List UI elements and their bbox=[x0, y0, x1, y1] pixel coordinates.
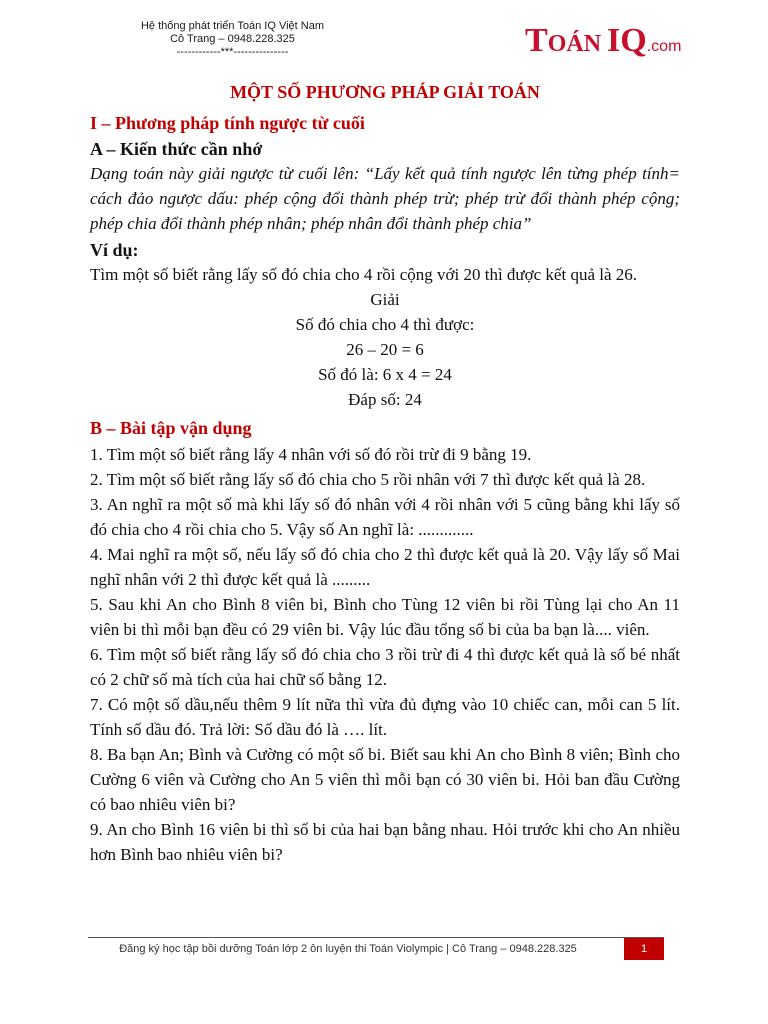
footer-text: Đăng ký học tập bồi dưỡng Toán lớp 2 ôn luyện thi Toán Violympic | Cô Trang – 0948.228.325 bbox=[119, 943, 577, 955]
solution-line-2: 26 – 20 = 6 bbox=[346, 340, 424, 359]
toan-iq-logo bbox=[525, 22, 681, 60]
page-title: MỘT SỐ PHƯƠNG PHÁP GIẢI TOÁN bbox=[230, 82, 540, 102]
page-number-badge: 1 bbox=[624, 938, 664, 960]
document-body bbox=[90, 82, 680, 867]
solution-line-3: Số đó là: 6 x 4 = 24 bbox=[318, 365, 452, 384]
exercise-item: 9. An cho Bình 16 viên bi thì số bi của hai bạn bằng nhau. Hỏi trước khi cho An nhiều hơn Bình bao nhiêu viên bi? bbox=[90, 820, 680, 864]
exercise-item: 6. Tìm một số biết rằng lấy số đó chia cho 3 rồi trừ đi 4 thì được kết quả là số bé nhất có 2 chữ số mà tích của hai chữ số bằng 12. bbox=[90, 645, 680, 689]
solution-answer: Đáp số: 24 bbox=[348, 390, 422, 409]
header-contact-block bbox=[115, 20, 350, 59]
footer-divider bbox=[88, 937, 664, 938]
solution-line-1: Số đó chia cho 4 thì được: bbox=[295, 315, 475, 334]
example-label: Ví dụ: bbox=[90, 240, 139, 260]
header-divider: ------------***--------------- bbox=[176, 46, 289, 58]
logo-part-oan: OÁN bbox=[547, 31, 602, 57]
knowledge-paragraph: Dạng toán này giải ngược từ cuối lên: “Lấy kết quả tính ngược lên từng phép tính= cách đảo ngược dấu: phép cộng đổi thành phép trừ; phép trừ đổi thành phép cộng; phép chia đổi thành phép nhân; phép nhân đổi thành phép chia” bbox=[90, 164, 680, 233]
section-heading: I – Phương pháp tính ngược từ cuối bbox=[90, 113, 365, 133]
org-line: Hệ thống phát triển Toán IQ Việt Nam bbox=[140, 20, 325, 32]
exercise-item: 2. Tìm một số biết rằng lấy số đó chia cho 5 rồi nhân với 7 thì được kết quả là 28. bbox=[90, 470, 646, 489]
contact-line: Cô Trang – 0948.228.325 bbox=[170, 33, 295, 45]
logo-part-iq: IQ bbox=[607, 22, 647, 59]
solution-block bbox=[90, 287, 680, 412]
subheading-knowledge: A – Kiến thức cần nhớ bbox=[90, 139, 263, 159]
exercise-item: 1. Tìm một số biết rằng lấy 4 nhân với số đó rồi trừ đi 9 bằng 19. bbox=[90, 445, 532, 464]
exercise-item: 8. Ba bạn An; Bình và Cường có một số bi. Biết sau khi An cho Bình 8 viên; Bình cho Cường 6 viên và Cường cho An 5 viên thì mỗi bạn có 30 viên bi. Hỏi ban đầu Cường có bao nhiêu viên bi? bbox=[90, 745, 680, 814]
example-problem: Tìm một số biết rằng lấy số đó chia cho 4 rồi cộng với 20 thì được kết quả là 26. bbox=[90, 265, 638, 284]
exercise-item: 4. Mai nghĩ ra một số, nếu lấy số đó chia cho 2 thì được kết quả là 20. Vậy lấy số Mai nghĩ nhân với 2 thì được kết quả là ......... bbox=[90, 545, 680, 589]
logo-part-com: .com bbox=[646, 38, 682, 55]
solution-label: Giải bbox=[370, 290, 400, 309]
exercise-list bbox=[90, 442, 680, 867]
subheading-exercises: B – Bài tập vận dụng bbox=[90, 418, 252, 438]
exercise-item: 3. An nghĩ ra một số mà khi lấy số đó nhân với 4 rồi nhân với 5 cũng bằng khi lấy số đó chia cho 4 rồi chia cho 5. Vậy số An nghĩ là: ............. bbox=[90, 495, 680, 539]
exercise-item: 7. Có một số dầu,nếu thêm 9 lít nữa thì vừa đủ đựng vào 10 chiếc can, mỗi can 5 lít. Tính số dầu đó. Trả lời: Số dầu đó là …. lít. bbox=[90, 695, 680, 739]
exercise-item: 5. Sau khi An cho Bình 8 viên bi, Bình cho Tùng 12 viên bi rồi Tùng lại cho An 11 viên bi thì mỗi bạn đều có 29 viên bi. Vậy lúc đầu tổng số bi của ba bạn là.... viên. bbox=[90, 595, 680, 639]
logo-part-t: T bbox=[525, 22, 548, 59]
